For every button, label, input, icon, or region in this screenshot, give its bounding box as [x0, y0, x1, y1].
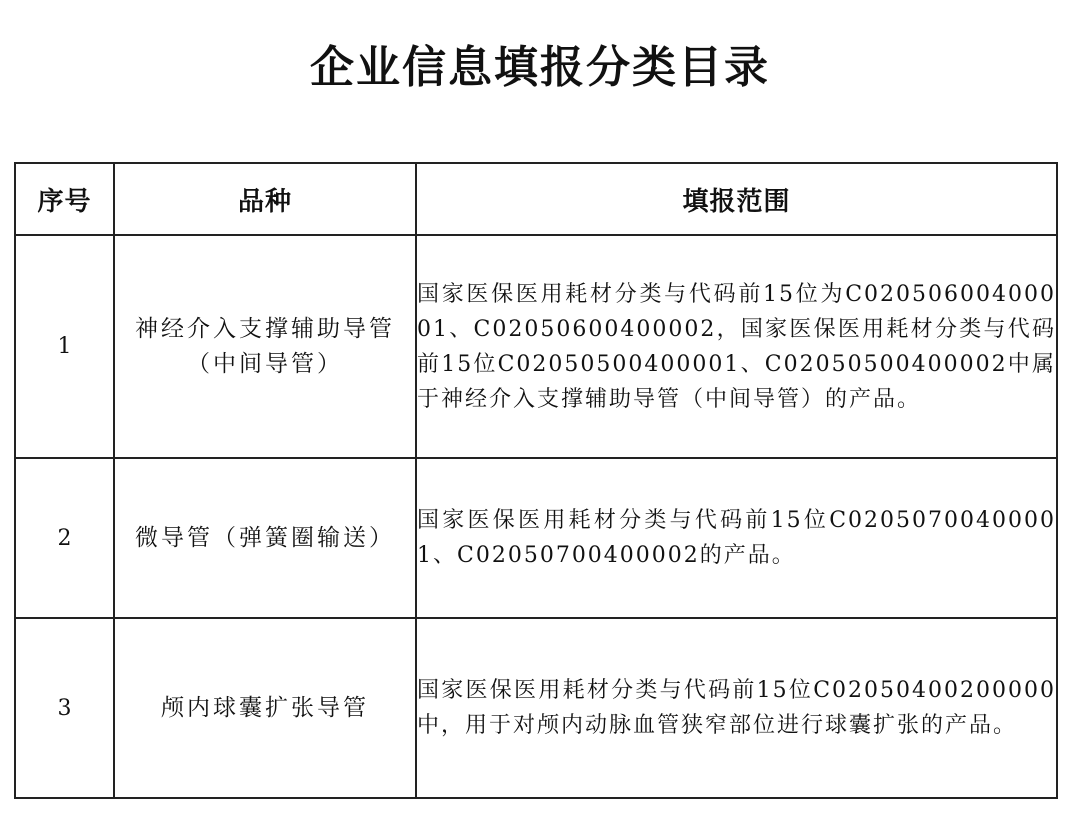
header-scope: 填报范围	[416, 163, 1057, 235]
row-seq: 3	[15, 618, 114, 798]
catalog-table	[14, 162, 1058, 799]
page-title: 企业信息填报分类目录	[310, 42, 770, 93]
row-variety: 颅内球囊扩张导管	[114, 618, 416, 798]
row-seq: 1	[15, 235, 114, 458]
row-scope: 国家医保医用耗材分类与代码前15位C02050700400001、C02050700400002的产品。	[416, 458, 1057, 618]
table-row	[15, 618, 1057, 798]
row-variety: 神经介入支撑辅助导管（中间导管）	[114, 235, 416, 458]
header-variety: 品种	[114, 163, 416, 235]
row-seq: 2	[15, 458, 114, 618]
table-header-row	[15, 163, 1057, 235]
table-row	[15, 458, 1057, 618]
row-scope: 国家医保医用耗材分类与代码前15位C02050400200000中，用于对颅内动脉血管狭窄部位进行球囊扩张的产品。	[416, 618, 1057, 798]
row-scope: 国家医保医用耗材分类与代码前15位为C02050600400001、C02050600400002，国家医保医用耗材分类与代码前15位C02050500400001、C02050500400002中属于神经介入支撑辅助导管（中间导管）的产品。	[416, 235, 1057, 458]
header-seq: 序号	[15, 163, 114, 235]
table-row	[15, 235, 1057, 458]
row-variety: 微导管（弹簧圈输送）	[114, 458, 416, 618]
